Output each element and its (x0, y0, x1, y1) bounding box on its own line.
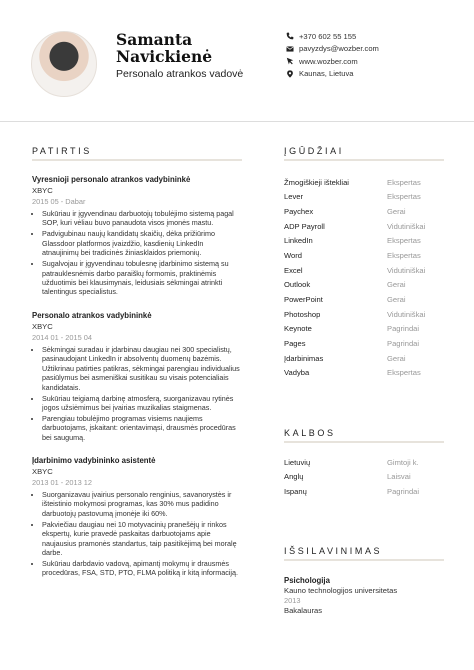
skill-level: Gerai (387, 207, 406, 217)
contact-text: www.wozber.com (299, 56, 358, 66)
skill-name: Lever (284, 192, 303, 202)
skill-level: Ekspertas (387, 251, 421, 261)
section-underline (284, 559, 444, 561)
cursor-icon (284, 56, 296, 66)
job-company: XBYC (32, 467, 53, 476)
language-row (284, 484, 444, 499)
contact-text: Kaunas, Lietuva (299, 69, 354, 79)
language-name: Anglų (284, 472, 304, 482)
header-divider (0, 121, 474, 122)
job-bullet: • Pakviečiau daugiau nei 10 motyvacinių pranešėjų ir rinkos ekspertų, kurie pravedė paskaitas darbuotojams apie naujausius pramonės standartus, taip pasitikėjimą bei moralę darbe. (42, 520, 242, 558)
language-level: Laisvai (387, 472, 411, 482)
skill-level: Pagrindai (387, 324, 420, 334)
skill-level: Gerai (387, 280, 406, 290)
skill-level: Ekspertas (387, 236, 421, 246)
skill-name: Word (284, 251, 303, 261)
job-bullet: • Sukūriau darbdavio vadovą, apimantį mokymų ir drausmės procedūras, FSA, STD, PTO, FLMA politiką ir kitą informaciją. (42, 559, 242, 578)
skill-level: Ekspertas (387, 368, 421, 378)
section-underline (32, 159, 242, 161)
skill-row (284, 365, 444, 380)
candidate-role: Personalo atrankos vadovė (116, 68, 244, 80)
skill-row (284, 336, 444, 351)
skill-row (284, 219, 444, 234)
job-title: Personalo atrankos vadybininkė (32, 311, 152, 320)
skill-row (284, 263, 444, 278)
job-bullets (32, 209, 242, 297)
skill-name: Vadyba (284, 368, 310, 378)
skill-name: Įdarbinimas (284, 353, 324, 363)
resume-header (0, 0, 474, 120)
section-title-experience: PATIRTIS (32, 146, 92, 156)
section-underline (284, 441, 444, 443)
skill-row (284, 234, 444, 249)
skill-name: PowerPoint (284, 294, 323, 304)
skill-name: Outlook (284, 280, 311, 290)
job-title: Vyresnioji personalo atrankos vadybininkė (32, 175, 191, 184)
skill-row (284, 292, 444, 307)
experience-entry (32, 311, 242, 444)
section-underline (284, 159, 444, 161)
skill-row (284, 204, 444, 219)
skill-row (284, 190, 444, 205)
language-level: Pagrindai (387, 487, 420, 497)
skill-level: Vidutiniškai (387, 309, 426, 319)
skill-name: Keynote (284, 324, 312, 334)
skill-level: Ekspertas (387, 192, 421, 202)
job-bullet: • Parengiau tobulėjimo programas visiems naujiems darbuotojams, įskaitant: orientavimąsi, drausmės procedūras bei saugumą. (42, 414, 242, 442)
skill-level: Gerai (387, 294, 406, 304)
skill-row (284, 277, 444, 292)
skill-name: Excel (284, 265, 303, 275)
job-dates: 2015 05 - Dabar (32, 197, 86, 206)
skills-list (284, 175, 444, 380)
contact-website (284, 55, 379, 68)
contact-text: +370 602 55 155 (299, 31, 357, 41)
profile-photo (31, 31, 97, 97)
job-dates: 2014 01 - 2015 04 (32, 333, 92, 342)
experience-entry (32, 456, 242, 579)
envelope-icon (284, 44, 296, 54)
location-pin-icon (284, 69, 296, 79)
experience-entry (32, 175, 242, 298)
job-bullet: • Sukūriau ir įgyvendinau darbuotojų tobulėjimo sistemą pagal SOP, kuri vėliau buvo panaudota visos įmonės mastu. (42, 209, 242, 228)
job-bullets (32, 490, 242, 578)
language-row (284, 470, 444, 485)
skill-row (284, 351, 444, 366)
skill-level: Ekspertas (387, 177, 421, 187)
skill-row (284, 248, 444, 263)
skill-level: Vidutiniškai (387, 265, 426, 275)
language-level: Gimtoji k. (387, 457, 419, 467)
skill-level: Pagrindai (387, 338, 420, 348)
skill-level: Vidutiniškai (387, 221, 426, 231)
language-name: Ispanų (284, 487, 307, 497)
education-entry (284, 576, 454, 615)
job-bullet: • Suorganizavau įvairius personalo renginius, savanorystės ir išteistinio mokymosi programas, kas 30% mus padidino darbuotojų pastovumą įmonėje iki 60%. (42, 490, 242, 518)
skill-row (284, 307, 444, 322)
skill-name: Žmogiškieji ištekliai (284, 177, 349, 187)
phone-icon (284, 31, 296, 41)
job-bullet: • Sukūriau teigiamą darbinę atmosferą, suorganizavau rytinės jogos užsiėmimus bei įvairias muzikalias staigmenas. (42, 394, 242, 413)
job-bullet: • Sėkmingai suradau ir įdarbinau daugiau nei 300 specialistų, pasinaudojant LinkedIn ir absolventų duomenų bazėmis. Užtikrinau patirties patikras, sėkmingai parengiau individualius pasiūlymus bei asmeniškai susitikau su visais potencialiais kandidatais. (42, 345, 242, 392)
name-last: Navickienė (116, 47, 213, 66)
education-year: 2013 (284, 596, 301, 605)
job-bullet: • Padvigubinau naujų kandidatų skaičių, dėka prižiūrimo Glassdoor platformos įvaizdžio, kasdienių LinkedIn atnaujinimų bei tradicinės žiniasklaidos priemonių. (42, 229, 242, 257)
education-degree: Psichologija (284, 576, 330, 585)
education-level: Bakalauras (284, 606, 322, 615)
skill-name: Paychex (284, 207, 314, 217)
skill-name: LinkedIn (284, 236, 313, 246)
job-bullets (32, 345, 242, 442)
section-title-education: IŠSILAVINIMAS (284, 546, 383, 556)
language-row (284, 455, 444, 470)
candidate-name (116, 31, 266, 65)
job-company: XBYC (32, 322, 53, 331)
skill-name: Pages (284, 338, 306, 348)
skill-name: Photoshop (284, 309, 321, 319)
language-name: Lietuvių (284, 457, 311, 467)
job-dates: 2013 01 - 2013 12 (32, 478, 92, 487)
section-title-languages: KALBOS (284, 428, 336, 438)
contact-text: pavyzdys@wozber.com (299, 44, 379, 54)
education-school: Kauno technologijos universitetas (284, 586, 398, 595)
skill-name: ADP Payroll (284, 221, 325, 231)
skill-level: Gerai (387, 353, 406, 363)
languages-list (284, 455, 444, 499)
skill-row (284, 175, 444, 190)
name-first: Samanta (116, 30, 193, 49)
contact-phone (284, 30, 379, 43)
contact-email (284, 43, 379, 56)
skill-row (284, 321, 444, 336)
contact-list (284, 30, 379, 80)
job-title: Įdarbinimo vadybininko asistentė (32, 456, 156, 465)
job-bullet: • Sugalvojau ir įgyvendinau tobulesnę įdarbinimo sistemą su patrauklesnėmis darbo paraiškų formomis, praktinėmis užduotimis bei klausimynais, leidusiais sėkmingai atrinkti talentingus specialistus. (42, 259, 242, 297)
section-title-skills: ĮGŪDŽIAI (284, 146, 344, 156)
contact-location (284, 68, 379, 81)
job-company: XBYC (32, 186, 53, 195)
